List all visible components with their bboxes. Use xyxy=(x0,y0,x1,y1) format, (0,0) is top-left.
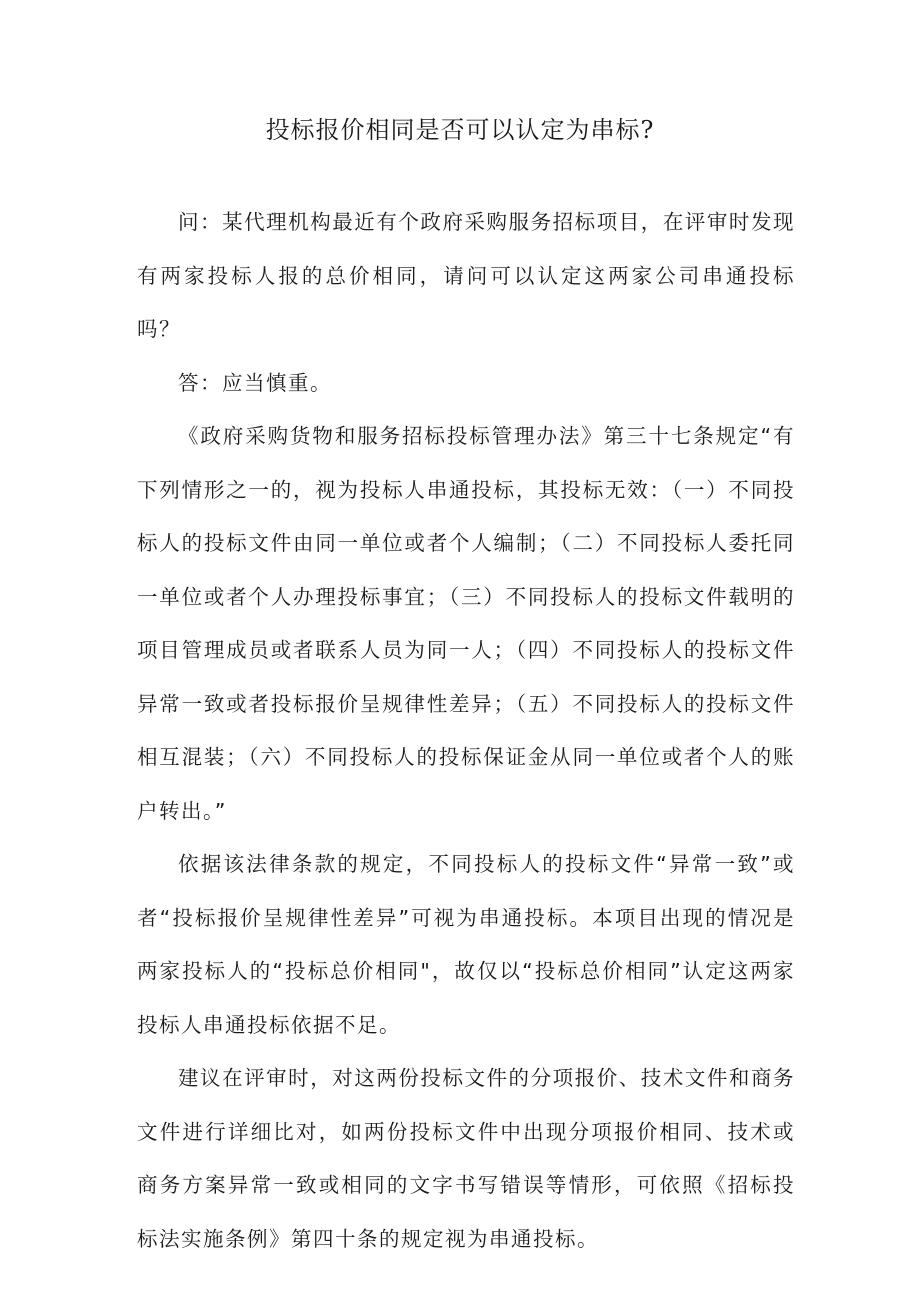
paragraph-recommendation: 建议在评审时，对这两份投标文件的分项报价、技术文件和商务文件进行详细比对，如两份投标文件中出现分项报价相同、技术或商务方案异常一致或相同的文字书写错误等情形，可依照《招标投标法实施条例》第四十条的规定视为串通投标。 xyxy=(137,1066,795,1251)
paragraph-regulation-quote: 《政府采购货物和服务招标投标管理办法》第三十七条规定“有下列情形之一的，视为投标人串通投标，其投标无效：（一）不同投标人的投标文件由同一单位或者个人编制；（二）不同投标人委托同一单位或者个人办理投标事宜；（三）不同投标人的投标文件载明的项目管理成员或者联系人员为同一人；（四）不同投标人的投标文件异常一致或者投标报价呈规律性差异；（五）不同投标人的投标文件相互混装；（六）不同投标人的投标保证金从同一单位或者个人的账户转出。” xyxy=(137,424,795,823)
document-title: 投标报价相同是否可以认定为串标? xyxy=(265,116,655,144)
document-body xyxy=(137,196,795,1266)
paragraph-analysis: 依据该法律条款的规定，不同投标人的投标文件“异常一致”或者“投标报价呈规律性差异”可视为串通投标。本项目出现的情况是两家投标人的“投标总价相同"，故仅以“投标总价相同”认定这两家投标人串通投标依据不足。 xyxy=(137,852,795,1037)
paragraph-question: 问：某代理机构最近有个政府采购服务招标项目，在评审时发现有两家投标人报的总价相同，请问可以认定这两家公司串通投标吗？ xyxy=(137,210,795,341)
paragraph-answer: 答：应当慎重。 xyxy=(178,370,332,395)
